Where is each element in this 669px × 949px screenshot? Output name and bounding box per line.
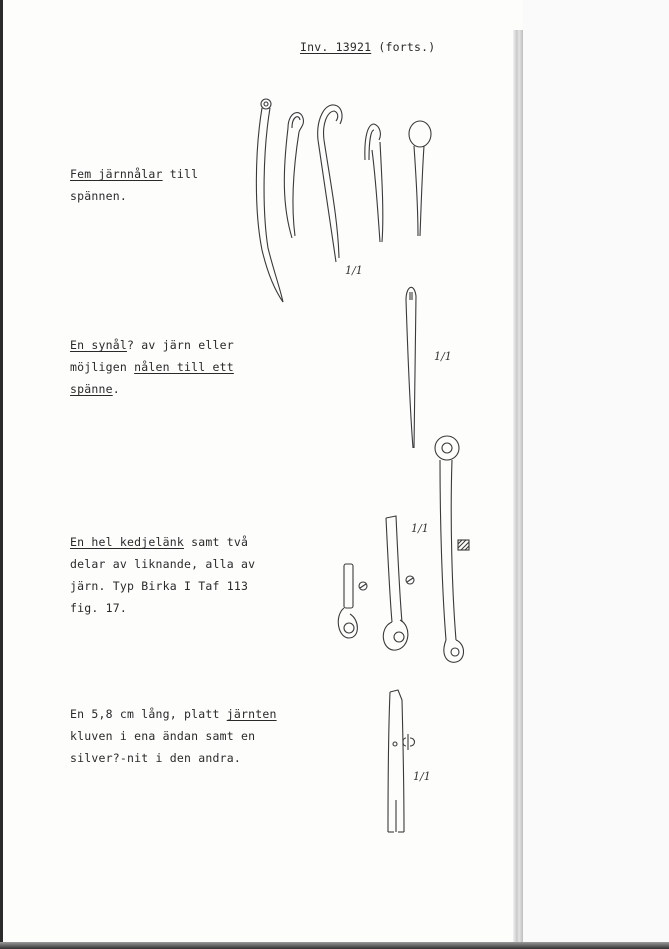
text-run: delar av liknande, alla av <box>70 557 256 571</box>
scale-label: 1/1 <box>434 350 452 363</box>
scale-label: 1/1 <box>413 770 431 783</box>
text-run: En hel kedjelänk <box>70 535 184 549</box>
scale-label: 1/1 <box>411 522 429 535</box>
sewing-needle-drawing <box>406 287 416 448</box>
text-run: . <box>112 382 120 396</box>
iron-prong-drawing <box>388 690 415 832</box>
needle-drawing-1 <box>256 99 283 302</box>
text-run: ? av järn eller <box>127 338 234 352</box>
scale-label: 1/1 <box>345 264 363 277</box>
text-run: kluven i ena ändan samt en <box>70 729 256 743</box>
needle-drawing-5 <box>409 121 431 236</box>
chain-fragment-drawing-1 <box>338 564 367 638</box>
text-run: silver?-nit i den andra. <box>70 751 241 765</box>
text-run: samt två <box>183 535 249 549</box>
needle-drawing-3 <box>318 105 342 262</box>
continued-label: (forts.) <box>371 40 436 54</box>
text-run: järnten <box>226 707 277 721</box>
text-run: spänne <box>70 382 113 396</box>
text-run: Fem järnnålar <box>70 167 163 181</box>
text-run: järn. Typ Birka I Taf 113 <box>70 579 249 593</box>
text-run: nålen till ett <box>134 360 234 374</box>
chain-fragment-drawing-2 <box>383 516 414 650</box>
text-run: En 5,8 cm lång, platt <box>70 707 227 721</box>
needle-drawing-2 <box>284 113 303 238</box>
text-run: spännen. <box>70 189 127 203</box>
inventory-number: Inv. 13921 <box>300 40 372 54</box>
needle-drawing-4 <box>365 124 383 242</box>
text-run: möjligen <box>70 360 135 374</box>
chain-link-drawing <box>435 436 469 662</box>
text-run: fig. 17. <box>70 601 127 615</box>
text-run: En synål <box>70 338 127 352</box>
text-run: till <box>162 167 199 181</box>
